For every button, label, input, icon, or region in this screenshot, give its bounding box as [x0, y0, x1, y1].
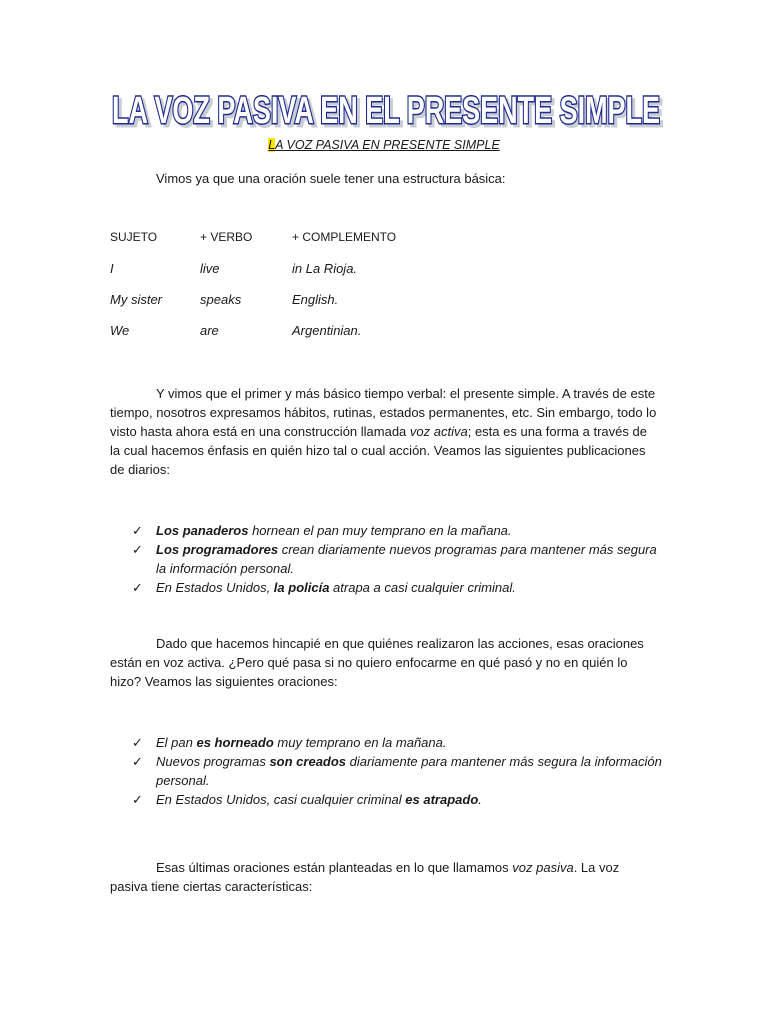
- wordart-title: [106, 84, 666, 135]
- intro-paragraph: Vimos ya que una oración suele tener una estructura básica:: [156, 171, 506, 186]
- structure-row: [110, 323, 510, 354]
- para1-text-end: ; esta es una forma a través de la cual hacemos énfasis en quién hizo tal o cual acción. Veamos las siguientes publicaciones de diarios:: [110, 424, 647, 477]
- para1-emphasis: voz activa: [409, 424, 468, 439]
- row-subject: My sister: [110, 292, 162, 307]
- subtitle-first-letter: L: [268, 138, 276, 152]
- row-subject: We: [110, 323, 130, 338]
- svg-text:LA VOZ PASIVA EN EL PRESENTE S: LA VOZ PASIVA EN EL PRESENTE SIMPLE: [115, 93, 663, 135]
- list-item: ✓ Nuevos programas son creados diariamente para mantener más segura la información personal.: [132, 754, 662, 788]
- list-item: ✓ En Estados Unidos, la policía atrapa a casi cualquier criminal.: [132, 580, 516, 595]
- row-complement: in La Rioja.: [292, 261, 358, 276]
- row-complement: English.: [292, 292, 339, 307]
- wordart-title-text: LA VOZ PASIVA EN EL PRESENTE SIMPLE: [112, 90, 660, 132]
- header-sujeto: SUJETO: [110, 230, 158, 244]
- para3-emphasis: voz pasiva: [512, 860, 574, 875]
- check-icon: ✓: [132, 580, 143, 595]
- para3-text-end: . La voz pasiva tiene ciertas características:: [110, 860, 620, 894]
- paragraph-question: Dado que hacemos hincapié en que quiénes realizaron las acciones, esas oraciones están en voz activa. ¿Pero qué pasa si no quiero enfocarme en qué pasó y no en quién lo hizo? Veamos las siguientes oraciones:: [110, 636, 644, 689]
- row-verb: are: [200, 323, 219, 338]
- paragraph-active-voice: [110, 384, 658, 479]
- structure-row: [110, 261, 510, 292]
- list-item: ✓ El pan es horneado muy temprano en la mañana.: [132, 735, 447, 750]
- para3-text: Esas últimas oraciones están planteadas en lo que llamamos: [156, 860, 513, 875]
- check-icon: ✓: [132, 735, 143, 750]
- row-verb: speaks: [200, 292, 242, 307]
- row-subject: I: [110, 261, 114, 276]
- structure-table: [110, 230, 510, 354]
- subtitle: [0, 138, 768, 152]
- header-complemento: + COMPLEMENTO: [292, 230, 397, 244]
- check-icon: ✓: [132, 542, 143, 557]
- row-verb: live: [200, 261, 220, 276]
- list-item: ✓ Los panaderos hornean el pan muy temprano en la mañana.: [132, 523, 512, 538]
- structure-row: [110, 292, 510, 323]
- check-icon: ✓: [132, 792, 143, 807]
- header-verbo: + VERBO: [200, 230, 253, 244]
- para1-text: Y vimos que el primer y más básico tiempo verbal: el presente simple. A través de este tiempo, nosotros expresamos hábitos, rutinas, estados permanentes, etc. Sin embargo, todo lo visto hasta ahora está en una construcción llamada: [110, 386, 657, 439]
- structure-header-row: [110, 230, 510, 261]
- passive-examples-list: [132, 733, 662, 809]
- list-item: ✓ En Estados Unidos, casi cualquier criminal es atrapado.: [132, 792, 482, 807]
- subtitle-rest: A VOZ PASIVA EN PRESENTE SIMPLE: [275, 138, 500, 152]
- check-icon: ✓: [132, 754, 143, 769]
- row-complement: Argentinian.: [292, 323, 362, 338]
- active-examples-list: [132, 521, 662, 597]
- paragraph-passive-voice: [110, 858, 658, 896]
- check-icon: ✓: [132, 523, 143, 538]
- list-item: ✓ Los programadores crean diariamente nuevos programas para mantener más segura la información personal.: [132, 542, 657, 576]
